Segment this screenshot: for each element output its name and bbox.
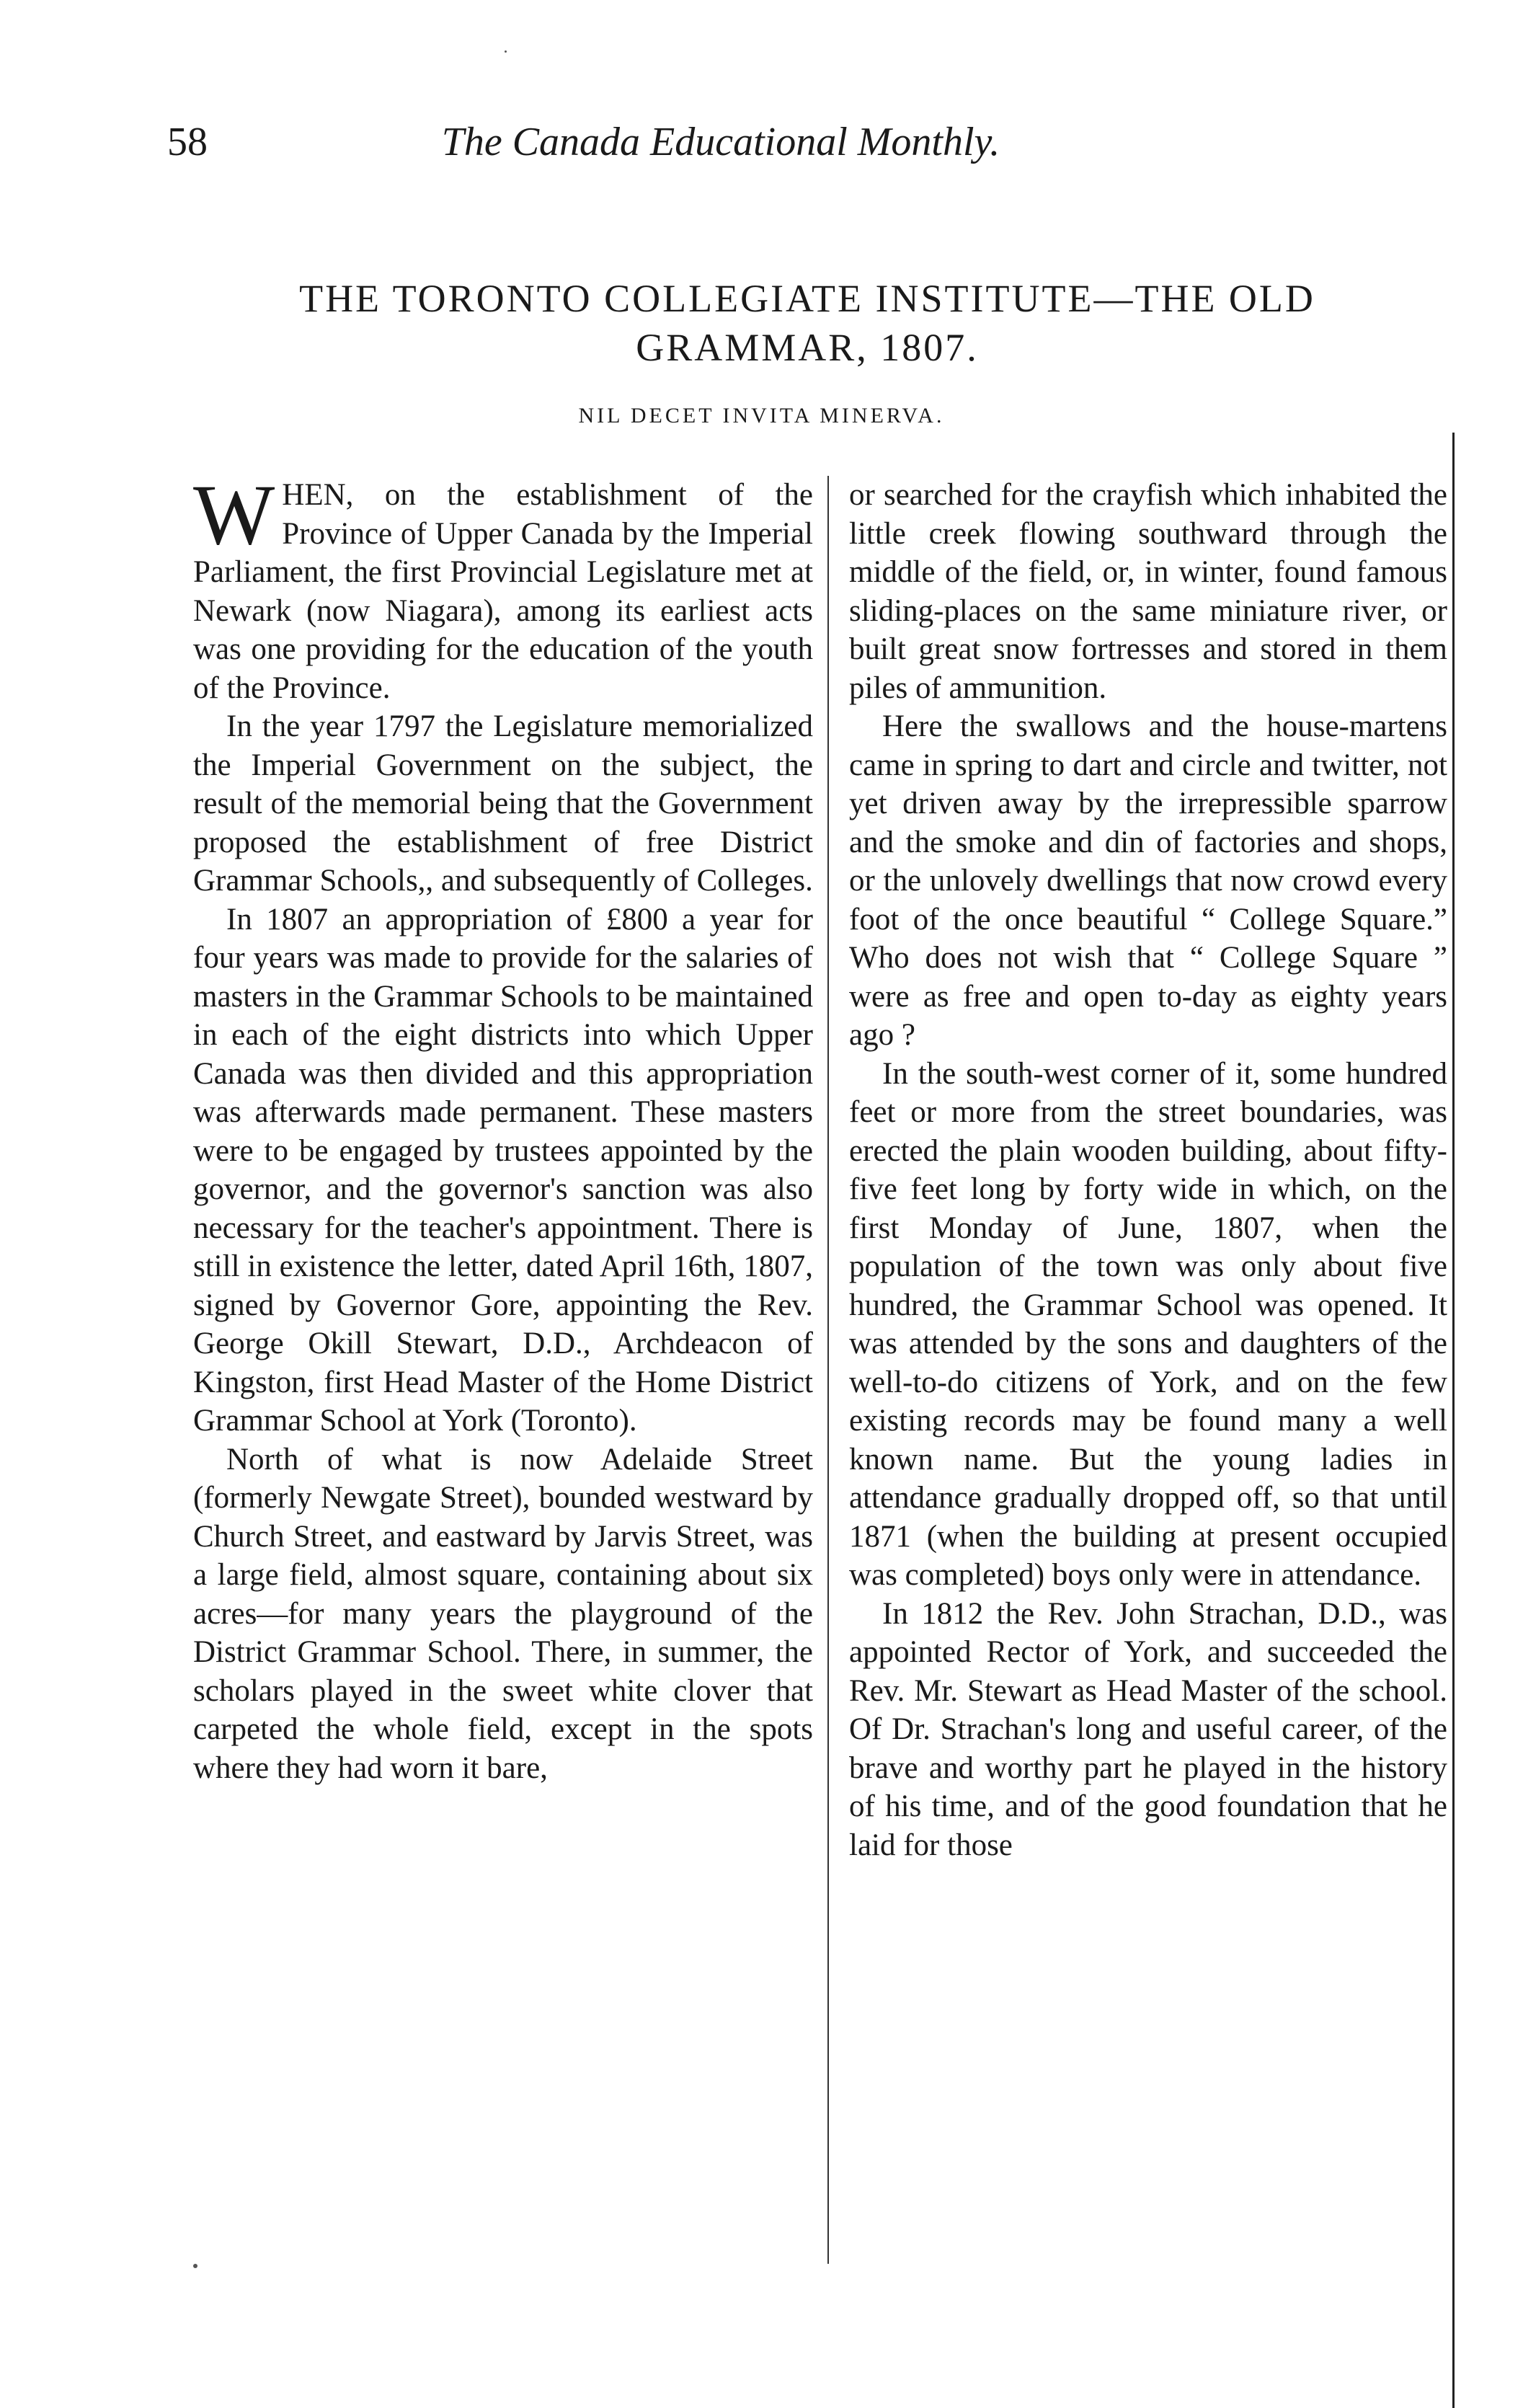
paragraph-6: In the south-west corner of it, some hundred feet or more from the street boundaries, was erected the plain wooden building, about fifty-five feet long by forty wide in which, on the first Monday of June, 1807, when the population of the town was only about five hundred, the Grammar School was opened. It was attended by the sons and daughters of the well-to-do citizens of York, and on the few existing records may be found many a well known name. But the young ladies in attendance gradually dropped off, so that until 1871 (when the building at present occupied was completed) boys only were in attendance.: [849, 1056, 1447, 1592]
paragraph-3: In 1807 an appropriation of £800 a year for four years was made to provide for the salaries of masters in the Grammar Schools to be maintained in each of the eight districts into which Upper Canada was then divided and this appropriation was afterwards made permanent. These masters were to be engaged by trustees appointed by the governor, and the governor's sanction was also necessary for the teacher's appointment. There is still in existence the letter, dated April 16th, 1807, signed by Governor Gore, appointing the Rev. George Okill Stewart, D.D., Archdeacon of Kingston, first Head Master of the Home District Grammar School at York (Toronto).: [193, 902, 813, 1438]
paragraph-4-continued: or searched for the crayfish which inhabited the little creek flowing southward through the middle of the field, or, in winter, found famous sliding-places on the same miniature river, or built great snow fortresses and stored in them piles of ammunition.: [849, 478, 1447, 705]
article-motto: NIL DECET INVITA MINERVA.: [578, 404, 945, 428]
column-divider: [827, 476, 829, 2264]
paragraph-4: North of what is now Adelaide Street (formerly Newgate Street), bounded westward by Church Street, and eastward by Jarvis Street, was a large field, almost square, containing about six acres—for many years the playground of the District Grammar School. There, in summer, the scholars played in the sweet white clover that carpeted the whole field, except in the spots where they had worn it bare,: [193, 1442, 813, 1785]
drop-cap: W: [193, 466, 275, 562]
scan-speck: [193, 2264, 197, 2268]
scan-edge-line: [1452, 433, 1455, 2408]
article-title: THE TORONTO COLLEGIATE INSTITUTE—THE OLD GRAMMAR, 1807.: [299, 277, 1315, 369]
scan-speck: [505, 50, 507, 53]
page-header: [0, 119, 1523, 177]
running-title: The Canada Educational Monthly.: [441, 120, 1000, 164]
paragraph-1: [193, 466, 813, 707]
right-column: [849, 476, 1447, 1864]
left-column: [193, 466, 813, 1787]
paragraph-1-text: HEN, on the establishment of the Province of Upper Canada by the Imperial Parliament, the first Provincial Legislature met at Newark (now Niagara), among its earliest acts was one providing for the education of the youth of the Province.: [193, 478, 813, 705]
page-number: 58: [167, 120, 208, 164]
paragraph-2: In the year 1797 the Legislature memorialized the Imperial Government on the subject, the result of the memorial being that the Government proposed the establishment of free District Grammar Schools,, and subsequently of Colleges.: [193, 709, 813, 898]
paragraph-5: Here the swallows and the house-martens came in spring to dart and circle and twitter, not yet driven away by the irrepressible sparrow and the smoke and din of factories and shops, or the unlovely dwellings that now crowd every foot of the once beautiful “ College Square.” Who does not wish that “ College Square ” were as free and open to-day as eighty years ago ?: [849, 709, 1447, 1052]
paragraph-7: In 1812 the Rev. John Strachan, D.D., was appointed Rector of York, and succeeded the Rev. Mr. Stewart as Head Master of the school. Of Dr. Strachan's long and useful career, of the brave and worthy part he played in the history of his time, and of the good foundation that he laid for those: [849, 1596, 1447, 1862]
